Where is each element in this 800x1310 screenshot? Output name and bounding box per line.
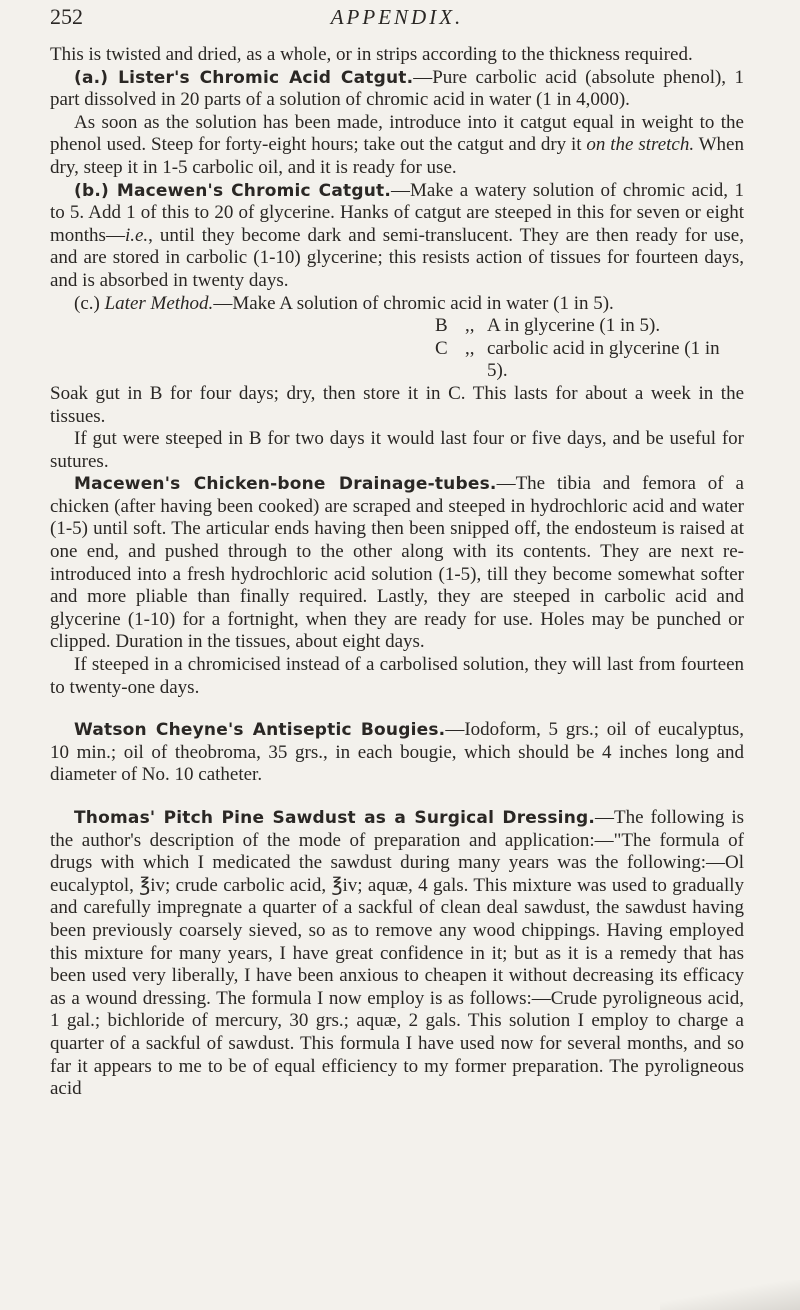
intro-paragraph: This is twisted and dried, as a whole, or in strips according to the thickness required. (50, 44, 693, 65)
listers-catgut-paragraph (50, 67, 744, 112)
later-method-line-a-text: —Make A solution of chromic acid in water (1 in 5). (213, 292, 614, 314)
formula-text-c: carbolic acid in glycerine (1 in 5). (487, 337, 720, 382)
sawdust-dressing-paragraph (50, 807, 744, 1101)
listers-catgut-heading: (a.) Lister's Chromic Acid Catgut. (74, 67, 414, 88)
later-method-label: (c.) (74, 292, 105, 314)
listers-method-text-2: When dry, steep it in 1-5 carbolic oil, and it is ready for use. (50, 134, 744, 178)
sawdust-dressing-heading: Thomas' Pitch Pine Sawdust as a Surgical Dressing. (74, 808, 596, 828)
later-method-soak-paragraph: Soak gut in B for four days; dry, then store it in C. This lasts for about a week in the tissues. (50, 382, 744, 427)
formula-key-b: B (435, 315, 448, 337)
later-method-line-c (50, 338, 744, 383)
drainage-tubes-text: —The tibia and femora of a chicken (after having been cooked) are scraped and steeped in hydrochloric acid and water (1-5) until soft. The articular ends having then been snipped off, the endosteum is raised at one end, and pushed through to the other along with its contents. They are next re-introduced into a fresh hydrochloric acid solution (1-5), till they become somewhat softer and more pliable than finally required. Lastly, they are steeped in carbolic acid and glycerine (1-10) for a fortnight, when they are ready for use. Holes may be punched or clipped. Duration in the tissues, about eight days. (50, 473, 744, 653)
macewen-catgut-ie: i.e. (124, 224, 149, 246)
page-header-title: APPENDIX. (330, 5, 464, 29)
macewen-catgut-text: —Make a watery solution of chromic acid, 1 to 5. Add 1 of this to 20 of glycerine. Hanks of catgut are steeped in this for seven or eight months— (50, 179, 744, 246)
later-method-line-a (50, 293, 744, 316)
drainage-tubes-paragraph (50, 473, 744, 654)
later-method-label-italic: Later Method. (104, 292, 214, 314)
running-head (50, 0, 744, 44)
formula-text-b: A in glycerine (1 in 5). (487, 315, 661, 337)
antiseptic-bougies-paragraph (50, 719, 744, 787)
listers-catgut-text: —Pure carbolic acid (absolute phenol), 1 part dissolved in 20 parts of a solution of chromic acid in water (1 in 4,000). (50, 66, 744, 111)
page-edge-shadow (660, 1280, 800, 1310)
later-method-if-paragraph: If gut were steeped in B for two days it would last four or five days, and be useful for sutures. (50, 428, 744, 472)
formula-ditto-c: ,, (465, 337, 475, 359)
macewen-catgut-text-after: , until they become dark and semi-translucent. They are then ready for use, and are stored in carbolic (1-10) glycerine; this resists action of tissues for fourteen days, and is absorbed in twenty days. (50, 224, 744, 291)
later-method-formula (50, 293, 744, 383)
drainage-tubes-chromicised-paragraph: If steeped in a chromicised instead of a carbolised solution, they will last from fourteen to twenty-one days. (50, 654, 744, 698)
macewen-catgut-paragraph (50, 180, 744, 293)
sawdust-dressing-text: —The following is the author's description of the mode of preparation and application:—"The formula of drugs with which I medicated the sawdust during many years was the following:—Ol eucalyptol, ℥iv; crude carbolic acid, ℥iv; aquæ, 4 gals. This mixture was used to gradually and carefully impregnate a quarter of a sackful of clean deal sawdust, the sawdust having been previously coarsely sieved, so as to remove any wood chippings. Having employed this mixture for many years, I have great confidence in it; but as it is a remedy that has been used very liberally, I have been anxious to cheapen it without decreasing its efficacy as a wound dressing. The formula I now employ is as follows:—Crude pyroligneous acid, 1 gal.; bichloride of mercury, 30 grs.; aquæ, 2 gals. This solution I employ to charge a quarter of a sackful of sawdust. This formula I have used now for several months, and so far it appears to me to be of equal efficiency to my former preparation. The pyroligneous acid (50, 807, 744, 1100)
macewen-catgut-heading: (b.) Macewen's Chromic Catgut. (74, 180, 391, 201)
listers-method-italic: on the stretch. (586, 134, 695, 156)
antiseptic-bougies-text: —Iodoform, 5 grs.; oil of eucalyptus, 10 min.; oil of theobroma, 35 grs., in each bougie, which should be 4 inches long and diameter of No. 10 catheter. (50, 719, 744, 786)
antiseptic-bougies-heading: Watson Cheyne's Antiseptic Bougies. (74, 720, 446, 741)
drainage-tubes-heading: Macewen's Chicken-bone Drainage-tubes. (74, 474, 497, 495)
formula-key-c: C (435, 337, 448, 359)
page-number: 252 (50, 4, 83, 29)
formula-ditto-b: ,, (465, 315, 475, 337)
listers-method-text-1: As soon as the solution has been made, introduce into it catgut equal in weight to the phenol used. Steep for forty-eight hours; take out the catgut and dry it (50, 111, 744, 156)
listers-catgut-method-paragraph (50, 112, 744, 180)
later-method-line-b (50, 315, 744, 338)
